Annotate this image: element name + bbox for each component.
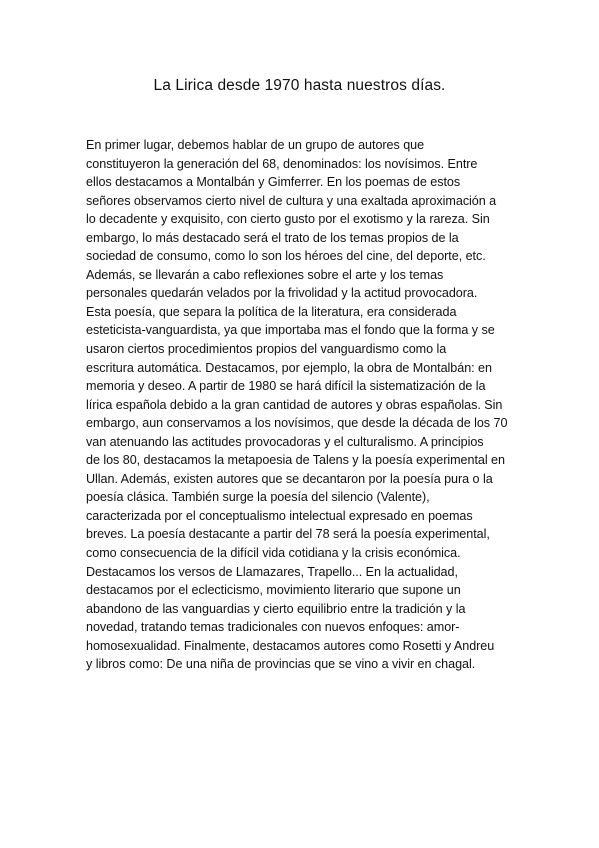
paragraph-line: personales quedarán velados por la frivolidad y la actitud provocadora. bbox=[86, 286, 478, 301]
body-paragraph bbox=[86, 136, 516, 674]
paragraph-line: embargo, aun conservamos a los novísimos, que desde la década de los 70 bbox=[86, 416, 508, 431]
paragraph-line: En primer lugar, debemos hablar de un grupo de autores que bbox=[86, 138, 425, 152]
paragraph-line: breves. La poesía destacante a partir del 78 será la poesía experimental, bbox=[86, 527, 490, 542]
paragraph-line: embargo, lo más destacado será el trato de los temas propios de la bbox=[86, 230, 459, 245]
paragraph-line: Ullan. Además, existen autores que se decantaron por la poesía pura o la bbox=[86, 471, 493, 486]
paragraph-line: usaron ciertos procedimientos propios del vanguardismo como la bbox=[86, 342, 447, 357]
paragraph-line: poesía clásica. También surge la poesía del silencio (Valente), bbox=[86, 490, 430, 505]
paragraph-line: abandono de las vanguardias y cierto equilibrio entre la tradición y la bbox=[86, 601, 466, 616]
paragraph-line: señores observamos cierto nivel de cultura y una exaltada aproximación a bbox=[86, 193, 497, 208]
paragraph-line: Además, se llevarán a cabo reflexiones sobre el arte y los temas bbox=[86, 267, 444, 282]
paragraph-line: sociedad de consumo, como lo son los héroes del cine, del deporte, etc. bbox=[86, 249, 486, 264]
paragraph-line: como consecuencia de la difícil vida cotidiana y la crisis económica. bbox=[86, 546, 461, 561]
paragraph-line: memoria y deseo. A partir de 1980 se hará difícil la sistematización de la bbox=[86, 379, 486, 394]
paragraph-line: caracterizada por el conceptualismo intelectual expresado en poemas bbox=[86, 508, 473, 523]
paragraph-line: y libros como: De una niña de provincias que se vino a vivir en chagal. bbox=[86, 657, 476, 672]
paragraph-line: de los 80, destacamos la metapoesia de Talens y la poesía experimental en bbox=[86, 453, 505, 468]
paragraph-line: lo decadente y exquisito, con cierto gusto por el exotismo y la rareza. Sin bbox=[86, 212, 490, 227]
paragraph-line: destacamos por el eclecticismo, movimiento literario que supone un bbox=[86, 583, 461, 598]
paragraph-line: Esta poesía, que separa la política de la literatura, era considerada bbox=[86, 304, 457, 319]
paragraph-line: homosexualidad. Finalmente, destacamos autores como Rosetti y Andreu bbox=[86, 638, 495, 653]
paragraph-line: ellos destacamos a Montalbán y Gimferrer. En los poemas de estos bbox=[86, 175, 461, 190]
paragraph-line: novedad, tratando temas tradicionales con nuevos enfoques: amor- bbox=[86, 620, 460, 635]
paragraph-line: Destacamos los versos de Llamazares, Trapello... En la actualidad, bbox=[86, 564, 458, 579]
paragraph-line: escritura automática. Destacamos, por ejemplo, la obra de Montalbán: en bbox=[86, 360, 492, 375]
page-title: La Lirica desde 1970 hasta nuestros días. bbox=[153, 77, 446, 94]
paragraph-line: van atenuando las actitudes provocadoras y el culturalismo. A principios bbox=[86, 434, 484, 449]
paragraph-line: constituyeron la generación del 68, denominados: los novísimos. Entre bbox=[86, 156, 478, 171]
paragraph-line: lírica española debido a la gran cantidad de autores y obras españolas. Sin bbox=[86, 397, 503, 412]
paragraph-line: esteticista-vanguardista, ya que importaba mas el fondo que la forma y se bbox=[86, 323, 495, 338]
